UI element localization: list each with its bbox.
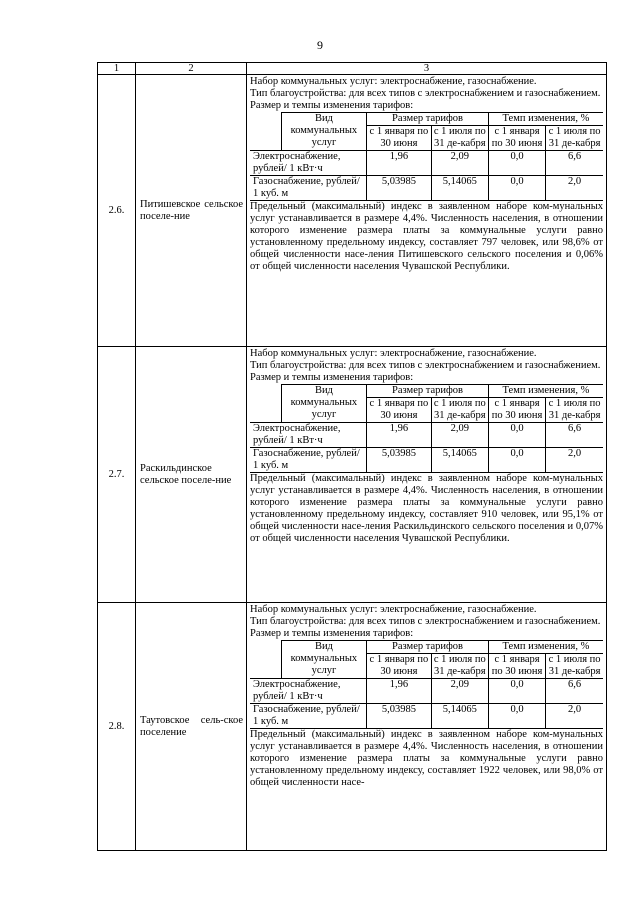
col-rate-header: Темп изменения, % [488, 641, 603, 654]
electricity-rate1: 0,0 [488, 151, 545, 176]
section-row [98, 347, 607, 603]
electricity-rate2: 6,6 [546, 423, 603, 448]
gas-rate1: 0,0 [488, 448, 545, 473]
col-size-header: Размер тарифов [367, 113, 489, 126]
electricity-h2: 2,09 [431, 151, 488, 176]
header-row [98, 63, 607, 75]
period-1: с 1 января по 30 июня [367, 126, 432, 151]
electricity-h2: 2,09 [431, 679, 488, 704]
electricity-rate1: 0,0 [488, 423, 545, 448]
electricity-h1: 1,96 [367, 679, 432, 704]
gas-rate2: 2,0 [546, 176, 603, 201]
section-row [98, 75, 607, 347]
period-3: с 1 января по 30 июня [488, 398, 545, 423]
period-4: с 1 июля по 31 де-кабря [546, 398, 603, 423]
electricity-row [250, 423, 603, 448]
services-text: Набор коммунальных услуг: электроснабжение, газоснабжение. [250, 348, 537, 359]
section-content [247, 75, 607, 347]
period-4: с 1 июля по 31 де-кабря [546, 126, 603, 151]
settlement-name: Раскильдинское сельское поселе-ние [136, 347, 247, 603]
period-4: с 1 июля по 31 де-кабря [546, 654, 603, 679]
gas-h2: 5,14065 [431, 448, 488, 473]
electricity-label: Электроснабжение, рублей/ 1 кВт·ч [250, 151, 367, 176]
col-kind-header: Вид коммунальных услуг [281, 385, 366, 423]
col-size-header: Размер тарифов [367, 385, 489, 398]
period-3: с 1 января по 30 июня [488, 126, 545, 151]
section-number: 2.6. [98, 75, 136, 347]
period-1: с 1 января по 30 июня [367, 398, 432, 423]
gas-row [250, 704, 603, 729]
electricity-rate2: 6,6 [546, 151, 603, 176]
improvement-text: Тип благоустройства: для всех типов с электроснабжением и газоснабжением. [250, 616, 601, 627]
period-1: с 1 января по 30 июня [367, 654, 432, 679]
col-kind-header: Вид коммунальных услуг [281, 641, 366, 679]
gas-row [250, 176, 603, 201]
col-rate-header: Темп изменения, % [488, 385, 603, 398]
electricity-rate2: 6,6 [546, 679, 603, 704]
page-number: 9 [317, 38, 323, 52]
tariffs-title: Размер и темпы изменения тарифов: [250, 628, 414, 639]
services-text: Набор коммунальных услуг: электроснабжение, газоснабжение. [250, 604, 537, 615]
electricity-row [250, 679, 603, 704]
gas-label: Газоснабжение, рублей/ 1 куб. м [250, 176, 367, 201]
tariffs-title: Размер и темпы изменения тарифов: [250, 100, 414, 111]
settlement-name: Таутовское сель-ское поселение [136, 603, 247, 851]
electricity-h1: 1,96 [367, 151, 432, 176]
gas-label: Газоснабжение, рублей/ 1 куб. м [250, 448, 367, 473]
gas-h1: 5,03985 [367, 448, 432, 473]
period-2: с 1 июля по 31 де-кабря [431, 398, 488, 423]
gas-h2: 5,14065 [431, 176, 488, 201]
tariffs-title: Размер и темпы изменения тарифов: [250, 372, 414, 383]
tariff-table [97, 62, 607, 851]
gas-label: Газоснабжение, рублей/ 1 куб. м [250, 704, 367, 729]
section-row [98, 603, 607, 851]
col-kind-header: Вид коммунальных услуг [281, 113, 366, 151]
gas-h2: 5,14065 [431, 704, 488, 729]
header-col-3: 3 [247, 63, 607, 75]
electricity-h1: 1,96 [367, 423, 432, 448]
header-col-2: 2 [136, 63, 247, 75]
electricity-label: Электроснабжение, рублей/ 1 кВт·ч [250, 679, 367, 704]
gas-row [250, 448, 603, 473]
note-text: Предельный (максимальный) индекс в заявленном наборе ком-мунальных услуг устанавливается в размере 4,4%. Численность населения, в отношении которого изменение размера платы за коммунальные услуги равно установленному предельному индексу, составляет 1922 человек, или 98,0% от общей численности насе- [250, 729, 603, 788]
section-content [247, 603, 607, 851]
improvement-text: Тип благоустройства: для всех типов с электроснабжением и газоснабжением. [250, 360, 601, 371]
note-text: Предельный (максимальный) индекс в заявленном наборе ком-мунальных услуг устанавливается в размере 4,4%. Численность населения, в отношении которого изменение размера платы за коммунальные услуги равно установленному предельному индексу, составляет 797 человек, или 98,6% от общей численности насе-ления Питишевского сельского поселения и 0,06% от общей численности населения Чувашской Республики. [250, 201, 603, 272]
gas-rate1: 0,0 [488, 704, 545, 729]
gas-h1: 5,03985 [367, 704, 432, 729]
gas-rate1: 0,0 [488, 176, 545, 201]
col-size-header: Размер тарифов [367, 641, 489, 654]
electricity-h2: 2,09 [431, 423, 488, 448]
period-3: с 1 января по 30 июня [488, 654, 545, 679]
period-2: с 1 июля по 31 де-кабря [431, 126, 488, 151]
note-text: Предельный (максимальный) индекс в заявленном наборе ком-мунальных услуг устанавливается в размере 4,4%. Численность населения, в отношении которого изменение размера платы за коммунальные услуги равно установленному предельному индексу, составляет 910 человек, или 95,1% от общей численности насе-ления Раскильдинского сельского поселения и 0,07% от общей численности населения Чувашской Республики. [250, 473, 603, 544]
electricity-rate1: 0,0 [488, 679, 545, 704]
header-col-1: 1 [98, 63, 136, 75]
period-2: с 1 июля по 31 де-кабря [431, 654, 488, 679]
tariff-subtable [250, 640, 603, 729]
electricity-row [250, 151, 603, 176]
col-rate-header: Темп изменения, % [488, 113, 603, 126]
tariff-subtable [250, 112, 603, 201]
electricity-label: Электроснабжение, рублей/ 1 кВт·ч [250, 423, 367, 448]
services-text: Набор коммунальных услуг: электроснабжение, газоснабжение. [250, 76, 537, 87]
improvement-text: Тип благоустройства: для всех типов с электроснабжением и газоснабжением. [250, 88, 601, 99]
section-number: 2.7. [98, 347, 136, 603]
gas-rate2: 2,0 [546, 448, 603, 473]
section-number: 2.8. [98, 603, 136, 851]
gas-rate2: 2,0 [546, 704, 603, 729]
gas-h1: 5,03985 [367, 176, 432, 201]
tariff-subtable [250, 384, 603, 473]
section-content [247, 347, 607, 603]
settlement-name: Питишевское сельское поселе-ние [136, 75, 247, 347]
